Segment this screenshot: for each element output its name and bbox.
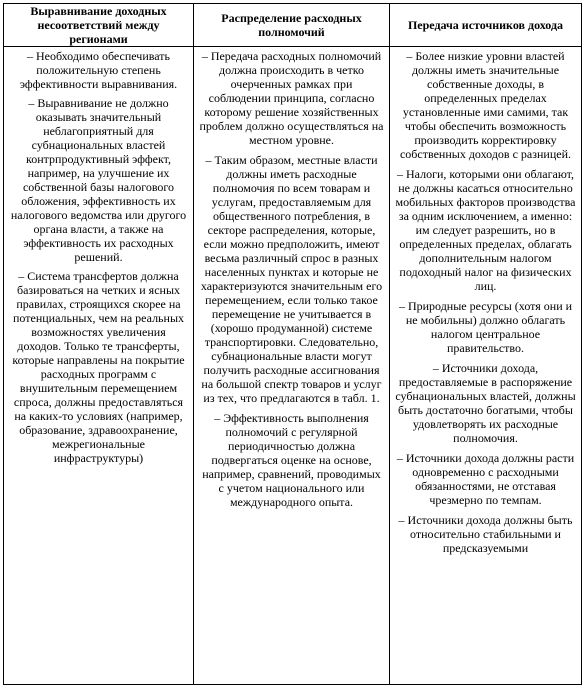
cell-equalization xyxy=(4,47,194,685)
cell-expenditure-assignment xyxy=(194,47,390,685)
list-item: – Источники дохода должны расти одновременно с расходными обязанностями, не отставая чрезмерно по темпам. xyxy=(396,451,575,507)
table-body-row xyxy=(4,47,582,685)
list-item: – Налоги, которыми они облагают, не должны касаться относительно мобильных факторов производства за одним исключением, а именно: им следует разрешить, но в определенных пределах, облагать дополнительным налогом подоходный налог на физических лиц. xyxy=(395,167,576,293)
cell-revenue-assignment xyxy=(390,47,582,685)
list-item: – Выравнивание не должно оказывать значительный неблагоприятный для субнациональных властей контрпродуктивный эффект, например, на улучшение их собственной базы налогового обложения, эффективность их налогового ведомства или другого органа власти, а также на эффективность их расходных решений. xyxy=(10,96,187,264)
header-revenue-assignment: Передача источников дохода xyxy=(390,4,582,47)
list-item: – Передача расходных полномочий должна происходить в четко очерченных рамках при соблюдении принципа, согласно которому решение хозяйственных проблем должно осуществляться на местном уровне. xyxy=(199,49,384,147)
principles-table xyxy=(3,3,582,685)
list-item: – Система трансфертов должна базироваться на четких и ясных правилах, строящихся скорее на потенциальных, чем на реальных возможностях увеличения доходов. Только те трансферты, которые направлены на покрытие расходных программ с внушительным перемещением спроса, должны предоставляться на каких-то условиях (например, образование, здравоохранение, межрегиональные инфраструктуры) xyxy=(12,269,185,465)
list-item: – Таким образом, местные власти должны иметь расходные полномочия по всем товарам и услугам, предоставляемым для общественного потребления, в секторе распределения, которые, если можно предположить, имеют весьма различный спрос в разных населенных пунктах и которые не характеризуются значительным его перемещением, если только такое перемещение не учитывается в (хорошо продуманной) системе транспортировки. Следовательно, субнациональные власти могут получить расходные ассигнования на большой спектр товаров и услуг из тех, что предлагаются в табл. 1. xyxy=(200,153,383,405)
list-item: – Природные ресурсы (хотя они и не мобильны) должно облагать налогом центральное правительство. xyxy=(398,299,573,355)
table-header-row xyxy=(4,4,582,47)
header-equalization: Выравнивание доходных несоответствий между регионами xyxy=(4,4,194,47)
list-item: – Источники дохода, предоставляемые в распоряжение субнациональных властей, должны быть достаточно богатыми, чтобы удовлетворять их расходные полномочия. xyxy=(395,361,576,445)
list-item: – Более низкие уровни властей должны иметь значительные собственные доходы, в определенных пределах установленные ими самими, так чтобы обеспечить возможность производить корректировку собственных доходов с разницей. xyxy=(399,49,571,161)
list-item: – Источники дохода должны быть относительно стабильными и предсказуемыми xyxy=(398,513,573,555)
list-item: – Эффективность выполнения полномочий с регулярной периодичностью должна подвергаться оценке на основе, например, сравнений, проводимых с учетом национального или международного опыта. xyxy=(202,411,381,509)
list-item: – Необходимо обеспечивать положительную степень эффективности выравнивания. xyxy=(19,49,178,91)
header-expenditure-assignment: Распределение расходных полномочий xyxy=(194,4,390,47)
